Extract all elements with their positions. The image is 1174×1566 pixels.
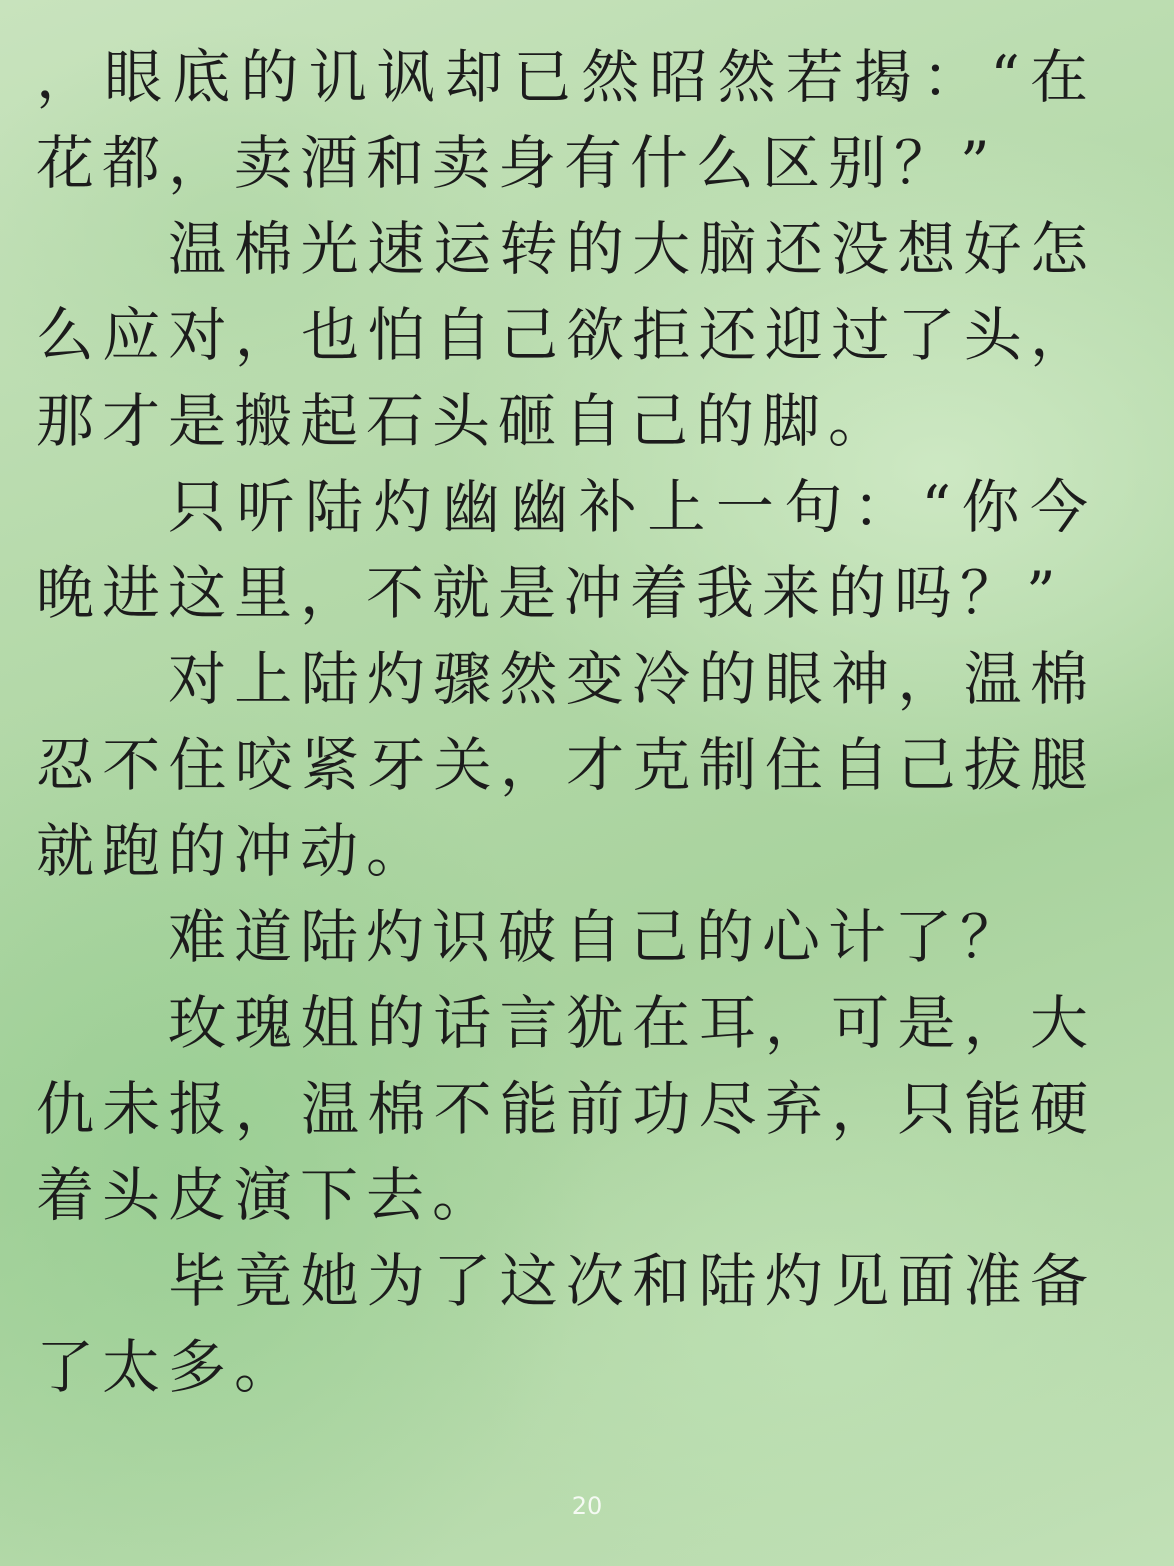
paragraph-1: ，眼底的讥讽却已然昭然若揭：“在花都，卖酒和卖身有什么区别？” <box>36 43 1096 197</box>
paragraph-7: 毕竟她为了这次和陆灼见面准备了太多。 <box>36 1247 1096 1401</box>
body-text <box>36 34 1096 1410</box>
paragraph-2: 温棉光速运转的大脑还没想好怎么应对，也怕自己欲拒还迎过了头，那才是搬起石头砸自己的脚。 <box>36 215 1096 455</box>
page-number: 20 <box>571 1492 603 1520</box>
paragraph-6: 玫瑰姐的话言犹在耳，可是，大仇未报，温棉不能前功尽弃，只能硬着头皮演下去。 <box>36 989 1096 1229</box>
paragraph-3: 只听陆灼幽幽补上一句：“你今晚进这里，不就是冲着我来的吗？” <box>36 473 1096 627</box>
paragraph-4: 对上陆灼骤然变冷的眼神，温棉忍不住咬紧牙关，才克制住自己拔腿就跑的冲动。 <box>36 645 1096 885</box>
paragraph-5: 难道陆灼识破自己的心计了？ <box>168 903 1027 971</box>
